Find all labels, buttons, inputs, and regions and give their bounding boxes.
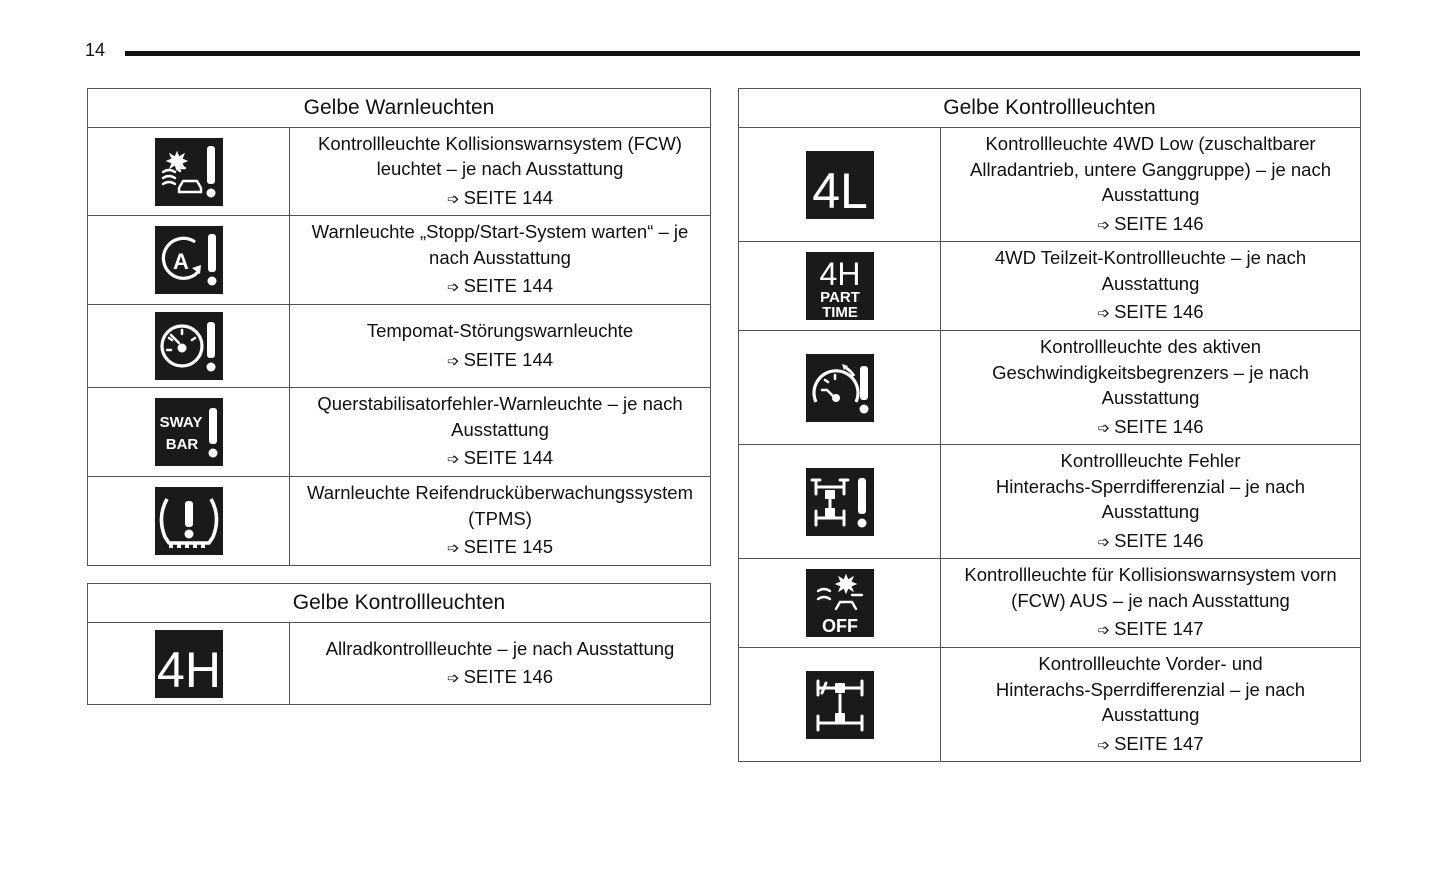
cruise-control-fault-icon <box>155 312 223 380</box>
table-row <box>88 128 711 216</box>
arrow-right-icon: ➩ <box>446 670 460 687</box>
table-row <box>88 305 711 388</box>
description-line: Ausstattung <box>1101 704 1200 725</box>
description-line: Tempomat-Störungswarnleuchte <box>366 320 634 341</box>
page-reference: ➩ SEITE 146 <box>1097 212 1204 234</box>
description-line: Kontrollleuchte des aktiven <box>1039 336 1262 357</box>
icon-text: TIME <box>821 304 858 320</box>
arrow-right-icon: ➩ <box>446 451 460 469</box>
table-yellow-indicator-lights-right <box>738 88 1361 762</box>
description-line: Hinterachs-Sperrdifferenzial – je nach <box>995 475 1306 497</box>
page-reference: ➩ SEITE 146 <box>1097 301 1204 323</box>
description-line: Ausstattung <box>451 418 549 440</box>
page-reference: ➩ SEITE 145 <box>446 536 554 558</box>
description-line: Querstabilisatorfehler-Warnleuchte – je nach <box>317 393 683 415</box>
description-line: (TPMS) <box>468 507 532 529</box>
arrow-right-icon: ➩ <box>446 540 460 558</box>
description-line: Geschwindigkeitsbegrenzers – je nach <box>992 361 1309 383</box>
page-reference: ➩ SEITE 147 <box>1097 732 1204 754</box>
description-line: Hinterachs-Sperrdifferenzial – je nach <box>995 678 1306 700</box>
icon-text: SWAY <box>159 414 202 431</box>
description-line: (FCW) AUS – je nach Ausstattung <box>1011 589 1290 611</box>
arrow-right-icon: ➩ <box>1097 305 1111 323</box>
description-line: Kontrollleuchte Vorder- und <box>1038 653 1263 674</box>
table-row <box>88 623 711 705</box>
description-line: Kontrollleuchte Fehler <box>1060 450 1241 471</box>
page-reference: ➩ SEITE 144 <box>446 275 554 297</box>
tire-pressure-icon <box>155 487 223 555</box>
table-row <box>739 648 1361 762</box>
stop-start-warning-icon <box>155 226 223 294</box>
arrow-right-icon: ➩ <box>446 190 460 208</box>
collision-warning-icon <box>155 138 223 206</box>
table-row <box>88 388 711 477</box>
arrow-right-icon: ➩ <box>446 279 460 297</box>
icon-text: 4H <box>156 641 221 698</box>
arrow-right-icon: ➩ <box>1097 533 1111 551</box>
page-reference: ➩ SEITE 147 <box>1097 618 1204 640</box>
description-line: leuchtet – je nach Ausstattung <box>376 158 624 180</box>
description-line: nach Ausstattung <box>429 246 571 268</box>
table-title: Gelbe Warnleuchten <box>88 89 711 128</box>
table-row <box>739 242 1361 331</box>
page-reference: ➩ SEITE 144 <box>446 348 554 370</box>
table-row <box>739 559 1361 648</box>
page-number: 14 <box>85 40 106 60</box>
table-yellow-warning-lights <box>87 88 711 566</box>
description-line: Ausstattung <box>1101 272 1200 294</box>
4h-icon <box>155 630 223 698</box>
description-line: 4WD Teilzeit-Kontrollleuchte – je nach <box>994 247 1307 269</box>
sway-bar-fault-icon <box>155 398 223 466</box>
icon-text: 4L <box>811 162 868 219</box>
table-title: Gelbe Kontrollleuchten <box>739 89 1361 128</box>
front-rear-locker-icon <box>806 671 874 739</box>
4l-icon <box>806 151 874 219</box>
rear-locker-fault-icon <box>806 468 874 536</box>
description-line: Ausstattung <box>1101 501 1200 522</box>
table-title: Gelbe Kontrollleuchten <box>88 584 711 623</box>
description-line: Allradantrieb, untere Ganggruppe) – je nach <box>970 158 1331 180</box>
description-line: Allradkontrollleuchte – je nach Ausstattung <box>325 637 675 659</box>
description-line: Kontrollleuchte für Kollisionswarnsystem vorn <box>964 564 1337 586</box>
table-row <box>739 128 1361 242</box>
arrow-right-icon: ➩ <box>1097 419 1111 437</box>
speed-limiter-icon <box>806 354 874 422</box>
arrow-right-icon: ➩ <box>1097 622 1111 640</box>
page-reference: ➩ SEITE 146 <box>446 666 554 687</box>
page-reference: ➩ SEITE 146 <box>1097 415 1204 437</box>
table-row <box>739 445 1361 559</box>
page-reference: ➩ SEITE 144 <box>446 447 554 469</box>
description-line: Kontrollleuchte Kollisionswarnsystem (FCW) <box>318 132 682 154</box>
description-line: Warnleuchte Reifendrucküberwachungssystem <box>307 482 693 504</box>
table-row <box>739 331 1361 445</box>
icon-text: BAR <box>165 436 198 453</box>
header-rule <box>125 51 1360 56</box>
arrow-right-icon: ➩ <box>1097 736 1111 754</box>
svg-text:A: A <box>172 249 189 274</box>
description-line: Warnleuchte „Stopp/Start-System warten“ – je <box>311 221 689 243</box>
icon-text: 4H <box>819 256 860 292</box>
table-row <box>88 216 711 305</box>
table-yellow-indicator-lights-left <box>87 583 711 705</box>
description-line: Ausstattung <box>1101 184 1200 205</box>
page-reference: ➩ SEITE 146 <box>1097 529 1204 551</box>
arrow-right-icon: ➩ <box>1097 216 1111 234</box>
description-line: Kontrollleuchte 4WD Low (zuschaltbarer <box>985 133 1316 154</box>
page-reference: ➩ SEITE 144 <box>446 186 554 208</box>
arrow-right-icon: ➩ <box>446 352 460 370</box>
icon-text: OFF <box>821 616 858 636</box>
4h-part-time-icon <box>806 252 874 320</box>
table-row <box>88 477 711 566</box>
icon-text: PART <box>819 289 860 306</box>
description-line: Ausstattung <box>1101 387 1200 408</box>
fcw-off-icon <box>806 569 874 637</box>
